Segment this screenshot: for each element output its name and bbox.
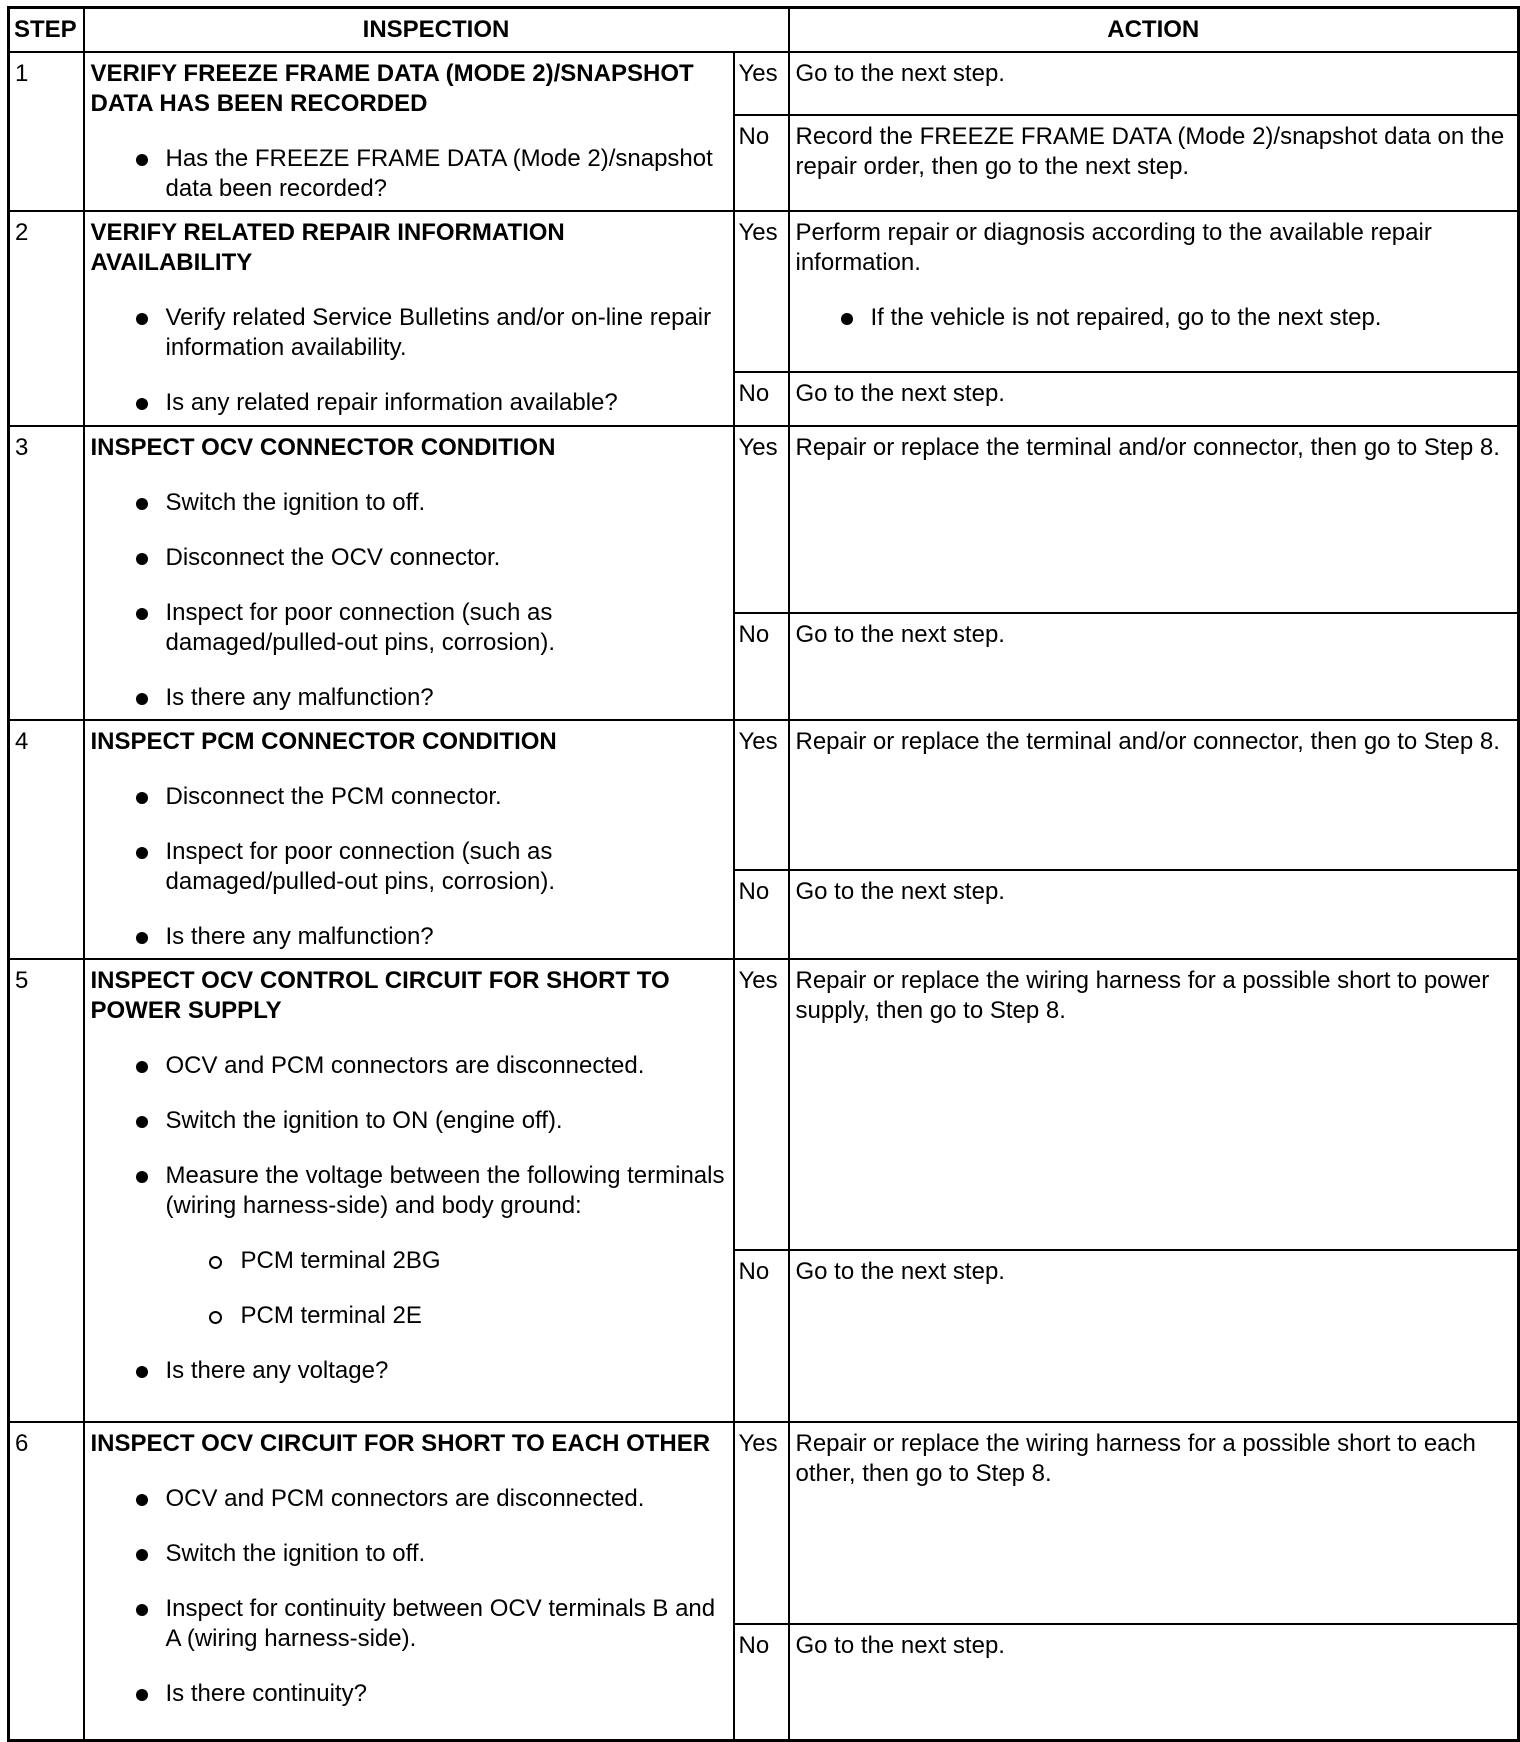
step-2-yes-row — [9, 211, 1519, 372]
list-item: Is there any malfunction? — [91, 683, 727, 713]
yes-action: Repair or replace the terminal and/or connector, then go to Step 8. — [789, 426, 1519, 613]
step-3-yes-row — [9, 426, 1519, 613]
inspection-cell — [84, 211, 734, 426]
bullet-list — [91, 303, 727, 418]
list-item: Switch the ignition to ON (engine off). — [91, 1106, 727, 1136]
diagnostic-table-wrapper — [7, 6, 1520, 1742]
list-item: Is there any voltage? — [91, 1356, 727, 1386]
bullet-list — [91, 488, 727, 713]
list-item: Inspect for continuity between OCV terminals B and A (wiring harness-side). — [91, 1594, 727, 1654]
step-number: 3 — [9, 426, 84, 720]
step-number: 6 — [9, 1422, 84, 1741]
sub-list-item: PCM terminal 2BG — [91, 1246, 727, 1276]
no-action: Go to the next step. — [789, 372, 1519, 426]
step-title: VERIFY FREEZE FRAME DATA (MODE 2)/SNAPSHOT DATA HAS BEEN RECORDED — [90, 60, 694, 117]
step-number: 4 — [9, 720, 84, 959]
list-item: Measure the voltage between the following terminals (wiring harness-side) and body ground: — [91, 1161, 727, 1221]
step-number: 5 — [9, 959, 84, 1422]
step-5-yes-row — [9, 959, 1519, 1250]
step-number: 1 — [9, 52, 84, 211]
yes-label: Yes — [734, 1422, 789, 1624]
action-header: ACTION — [789, 8, 1519, 53]
step-title: INSPECT OCV CONNECTOR CONDITION — [90, 434, 556, 461]
list-item: If the vehicle is not repaired, go to the next step. — [796, 303, 1512, 333]
header-row — [9, 8, 1519, 53]
step-number: 2 — [9, 211, 84, 426]
step-title: INSPECT OCV CONTROL CIRCUIT FOR SHORT TO POWER SUPPLY — [90, 967, 670, 1024]
list-item: Has the FREEZE FRAME DATA (Mode 2)/snapshot data been recorded? — [91, 144, 727, 204]
list-item: Disconnect the PCM connector. — [91, 782, 727, 812]
list-item: Inspect for poor connection (such as damaged/pulled-out pins, corrosion). — [91, 837, 727, 897]
no-action: Go to the next step. — [789, 1624, 1519, 1741]
no-label: No — [734, 372, 789, 426]
yes-action-cell — [789, 211, 1519, 372]
inspection-cell — [84, 52, 734, 211]
yes-label: Yes — [734, 959, 789, 1250]
step-title: INSPECT OCV CIRCUIT FOR SHORT TO EACH OTHER — [90, 1430, 711, 1457]
step-header: STEP — [9, 8, 84, 53]
diagnostic-table — [7, 6, 1520, 1742]
list-item: Verify related Service Bulletins and/or on-line repair information availability. — [91, 303, 727, 363]
list-item: OCV and PCM connectors are disconnected. — [91, 1484, 727, 1514]
step-4-yes-row — [9, 720, 1519, 870]
inspection-cell — [84, 1422, 734, 1741]
no-action: Go to the next step. — [789, 1250, 1519, 1422]
no-label: No — [734, 613, 789, 720]
yes-action: Perform repair or diagnosis according to the available repair information. — [795, 219, 1432, 276]
no-label: No — [734, 1250, 789, 1422]
no-action: Record the FREEZE FRAME DATA (Mode 2)/snapshot data on the repair order, then go to the next step. — [789, 115, 1519, 211]
list-item: Switch the ignition to off. — [91, 488, 727, 518]
list-item: Inspect for poor connection (such as damaged/pulled-out pins, corrosion). — [91, 598, 727, 658]
list-item: Is any related repair information available? — [91, 388, 727, 418]
sub-list-item: PCM terminal 2E — [91, 1301, 727, 1331]
no-label: No — [734, 870, 789, 959]
inspection-header: INSPECTION — [84, 8, 789, 53]
yes-label: Yes — [734, 426, 789, 613]
yes-action: Repair or replace the wiring harness for a possible short to power supply, then go to Step 8. — [789, 959, 1519, 1250]
yes-action: Repair or replace the terminal and/or connector, then go to Step 8. — [789, 720, 1519, 870]
list-item: Is there any malfunction? — [91, 922, 727, 952]
inspection-cell — [84, 426, 734, 720]
bullet-list — [91, 782, 727, 952]
list-item: OCV and PCM connectors are disconnected. — [91, 1051, 727, 1081]
inspection-cell — [84, 720, 734, 959]
bullet-list — [796, 303, 1512, 333]
no-action: Go to the next step. — [789, 870, 1519, 959]
list-item: Disconnect the OCV connector. — [91, 543, 727, 573]
list-item: Switch the ignition to off. — [91, 1539, 727, 1569]
step-6-yes-row — [9, 1422, 1519, 1624]
bullet-list — [91, 1051, 727, 1386]
bullet-list — [91, 1484, 727, 1709]
step-title: INSPECT PCM CONNECTOR CONDITION — [90, 728, 557, 755]
bullet-list — [91, 144, 727, 204]
no-action: Go to the next step. — [789, 613, 1519, 720]
yes-label: Yes — [734, 211, 789, 372]
step-title: VERIFY RELATED REPAIR INFORMATION AVAILABILITY — [90, 219, 565, 276]
yes-label: Yes — [734, 720, 789, 870]
no-label: No — [734, 115, 789, 211]
list-item: Is there continuity? — [91, 1679, 727, 1709]
inspection-cell — [84, 959, 734, 1422]
yes-action: Go to the next step. — [789, 52, 1519, 115]
no-label: No — [734, 1624, 789, 1741]
yes-action: Repair or replace the wiring harness for a possible short to each other, then go to Step 8. — [789, 1422, 1519, 1624]
step-1-yes-row — [9, 52, 1519, 115]
yes-label: Yes — [734, 52, 789, 115]
